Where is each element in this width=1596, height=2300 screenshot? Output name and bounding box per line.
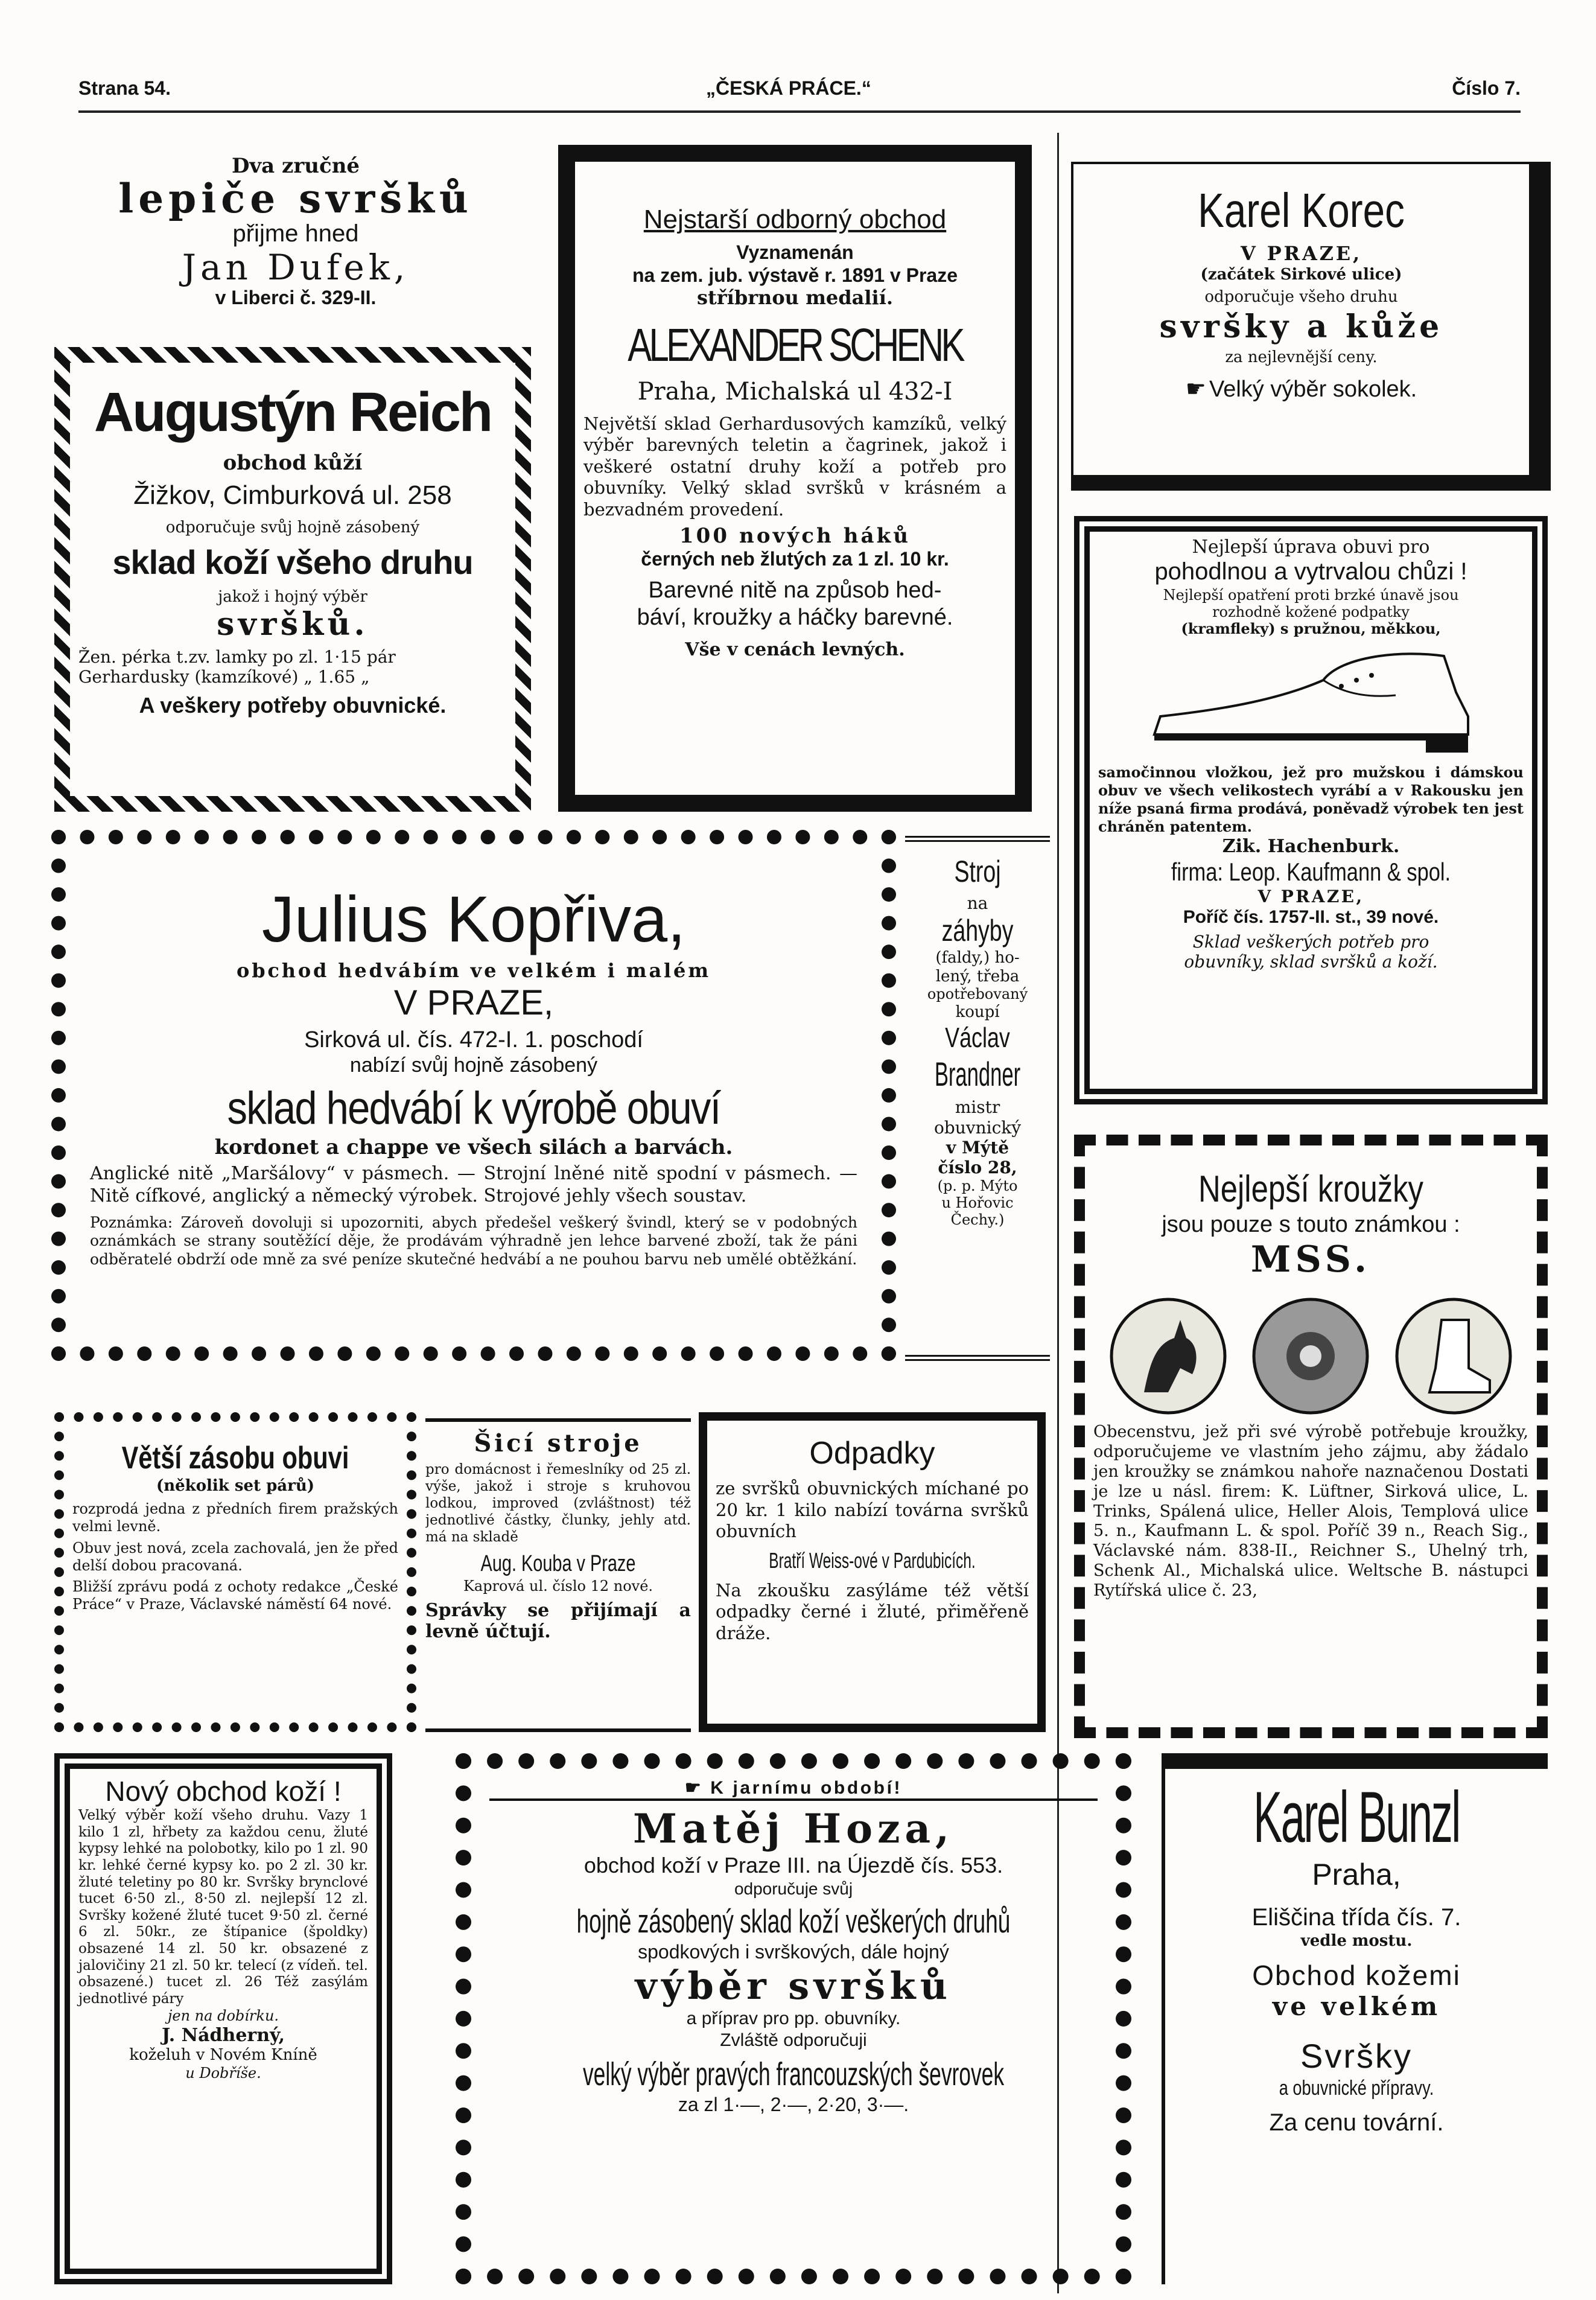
brandner-line: na bbox=[967, 893, 988, 913]
kouba-paragraph: pro domácnost i řemeslníky od 25 zl. výše, jakož i stroje s kruhovou lodkou, improved (zvláštnost) též jednotlivé částky, člunky, jehly atd. má na skladě bbox=[425, 1462, 691, 1546]
bunzl-line: vedle mostu. bbox=[1300, 1932, 1413, 1951]
schenk-line: Barevné nitě na způsob hed- bbox=[648, 577, 942, 603]
hoza-name: Matěj Hoza, bbox=[633, 1805, 954, 1853]
star-medallion-icon bbox=[1250, 1296, 1371, 1416]
brandner-name: Brandner bbox=[934, 1054, 1021, 1093]
brandner-line: obuvnický bbox=[933, 1117, 1022, 1138]
kaufmann-firm: firma: Leop. Kaufmann & spol. bbox=[1171, 857, 1451, 886]
reich-address: Žižkov, Cimburková ul. 258 bbox=[133, 480, 452, 510]
kaufmann-paragraph: samočinnou vložkou, jež pro mužskou i dámskou obuv ve všech velikostech vyrábí a v Rakousku jen níže psaná firma prodává, poněvadž výrobek ten jest chráněn patentem. bbox=[1098, 763, 1524, 835]
reich-line: odporučuje svůj hojně zásobený bbox=[165, 518, 420, 537]
brandner-line: (p. p. Mýto bbox=[937, 1177, 1018, 1194]
ad-nadherny bbox=[54, 1753, 392, 2284]
reich-line: obchod kůží bbox=[223, 450, 363, 475]
kopriva-line: V PRAZE, bbox=[393, 983, 554, 1023]
ad-kouba bbox=[425, 1418, 691, 1732]
ad-mss bbox=[1074, 1135, 1548, 1738]
schenk-line: černých neb žlutých za 1 zl. 10 kr. bbox=[641, 548, 949, 570]
zasobu-line: (několik set párů) bbox=[156, 1477, 315, 1496]
schenk-line: Nejstarší odborný obchod bbox=[643, 205, 947, 234]
brandner-line: lený, třeba bbox=[935, 967, 1020, 986]
journal-title: „ČESKÁ PRÁCE.“ bbox=[706, 77, 871, 99]
reich-line: A veškery potřeby obuvnické. bbox=[139, 692, 447, 718]
schenk-line: 100 nových háků bbox=[679, 523, 911, 548]
kopriva-line: nabízí svůj hojně zásobený bbox=[349, 1054, 598, 1077]
pointing-hand-icon: ☛ bbox=[1185, 375, 1206, 402]
kopriva-name: Julius Kopřiva, bbox=[261, 882, 686, 955]
zasobu-headline: Větší zásobu obuvi bbox=[121, 1441, 349, 1476]
zasobu-paragraph: Bližší zprávu podá z ochoty redakce „České Práce“ v Praze, Václavské náměstí 64 nové. bbox=[72, 1578, 398, 1613]
kopriva-headline: sklad hedvábí k výrobě obuví bbox=[227, 1082, 720, 1134]
schenk-name: ALEXANDER SCHENK bbox=[628, 319, 962, 372]
schenk-line: stříbrnou medalií. bbox=[697, 286, 893, 310]
bunzl-line: Praha, bbox=[1312, 1858, 1401, 1891]
brandner-line: Stroj bbox=[954, 855, 1001, 888]
brandner-line: (faldy,) ho- bbox=[935, 949, 1020, 967]
nadherny-line: koželuh v Novém Kníně bbox=[129, 2046, 317, 2065]
kouba-name: Aug. Kouba v Praze bbox=[480, 1551, 636, 1577]
pointing-hand-icon: ☛ bbox=[684, 1778, 711, 1798]
ad-weiss bbox=[699, 1412, 1046, 1732]
kouba-headline: Šicí stroje bbox=[474, 1429, 643, 1457]
schenk-paragraph: Největší sklad Gerhardusových kamzíků, velký výběr barevných teletin a čagrinek, jakož i veškeré ostatní druhy koží a potřeb pro obuvníky. Velký sklad svršků v krásném a bezvadném provedení. bbox=[583, 413, 1006, 520]
reich-headline: sklad koží všeho druhu bbox=[112, 543, 473, 582]
nadherny-line: u Dobříše. bbox=[185, 2064, 261, 2082]
kaufmann-line: Zik. Hachenburk. bbox=[1222, 835, 1400, 857]
kaufmann-line: (kramfleky) s pružnou, měkkou, bbox=[1181, 620, 1441, 638]
kaufmann-line: Poříč čís. 1757-II. st., 39 nové. bbox=[1183, 907, 1439, 928]
schenk-line: Vyznamenán bbox=[736, 241, 854, 263]
hoza-line: a příprav pro pp. obuvníky. bbox=[686, 2009, 901, 2029]
kopriva-note: Poznámka: Zároveň dovoluji si upozorniti, abych předešel veškerý švindl, který se v podobných oznámkách se strany soutěžící děje, že prodávám výhradně jen lehce barvené zboží, tak že páni odběratelé obdrží ode mně za své peníze skutečné hedvábí a ne pouhou barvu neb umělé obtěžkání. bbox=[90, 1213, 857, 1268]
brandner-line: u Hořovic bbox=[941, 1194, 1014, 1211]
brandner-line: v Mýtě bbox=[946, 1137, 1009, 1158]
kopriva-line: Sirková ul. čís. 472-I. 1. poschodí bbox=[304, 1027, 643, 1053]
ad-brandner bbox=[905, 836, 1050, 1361]
brandner-line: číslo 28, bbox=[938, 1157, 1017, 1177]
kaufmann-line: Nejlepší opatření proti brzké únavě jsou bbox=[1163, 586, 1459, 604]
reich-name: Augustýn Reich bbox=[94, 381, 492, 443]
ad-bunzl bbox=[1162, 1753, 1548, 2284]
reich-price: Gerhardusky (kamzíkové) „ 1.65 „ bbox=[78, 666, 370, 687]
zasobu-paragraph: rozprodá jedna z předních firem pražských velmi levně. bbox=[72, 1500, 398, 1535]
korec-headline: svršky a kůže bbox=[1159, 308, 1443, 346]
weiss-paragraph: ze svršků obuvnických míchané po 20 kr. 1 kilo nabízí továrna svršků obuvních bbox=[716, 1478, 1029, 1542]
korec-line: (začátek Sirkové ulice) bbox=[1200, 266, 1402, 284]
shoe-illustration bbox=[1142, 644, 1480, 759]
schenk-line: Vše v cenách levných. bbox=[685, 639, 905, 661]
schenk-address: Praha, Michalská ul 432-I bbox=[637, 377, 953, 406]
kaufmann-line: Nejlepší úprava obuvi pro bbox=[1192, 537, 1430, 558]
kaufmann-line: obuvníky, sklad svršků a koží. bbox=[1184, 951, 1438, 972]
kaufmann-heel-text: rozhodně kožené podpatky bbox=[1212, 603, 1410, 620]
nadherny-line: jen na dobírku. bbox=[167, 2007, 279, 2025]
nadherny-paragraph: Velký výběr koží všeho druhu. Vazy 1 kilo 1 zl, hřbety za každou cenu, žluté kypsy lehké na polobotky, kilo po 1 zl. 90 kr. lehké černé kypsy ko. po 2 zl. 30 kr. žluté teletiny po 80 kr. Svršky brynclové tucet 6·50 zl., 8·50 zl. nejlepší 12 zl. Svršky kožené žluté tucet 9·50 zl. černé 6 zl. 50kr., ze štípanice (špoldky) obsazené 14 zl. 50 kr. obsazené z jalovičiny 21 zl. 50 kr. telecí (z vídeň. tel. obsazené.) tucet zl. 26 Též zasýlám jednotlivé páry bbox=[78, 1808, 368, 2007]
mss-headline: Nejlepší kroužky bbox=[1198, 1168, 1423, 1210]
mss-medallions bbox=[1085, 1281, 1537, 1422]
brandner-line: záhyby bbox=[941, 914, 1014, 948]
hoza-line: spodkových i svrškových, dále hojný bbox=[638, 1941, 949, 1963]
brandner-line: koupí bbox=[955, 1002, 1000, 1021]
korec-line: za nejlevnější ceny. bbox=[1225, 348, 1378, 366]
ad-reich bbox=[54, 347, 531, 812]
running-header bbox=[78, 77, 1527, 107]
korec-line: odporučuje všeho druhu bbox=[1204, 287, 1398, 306]
ad-dufek bbox=[72, 154, 519, 329]
bunzl-line: Za cenu tovární. bbox=[1269, 2109, 1444, 2136]
korec-line: Velký výběr sokolek. bbox=[1209, 376, 1417, 402]
bunzl-line: Obchod kožemi bbox=[1252, 1959, 1461, 1991]
schenk-line: báví, kroužky a háčky barevné. bbox=[637, 604, 953, 630]
schenk-line: na zem. jub. výstavě r. 1891 v Praze bbox=[632, 264, 958, 286]
hoza-banner-text: K jarnímu období! bbox=[710, 1778, 903, 1798]
brandner-line: opotřebovaný bbox=[927, 986, 1028, 1003]
issue-number: Číslo 7. bbox=[1452, 77, 1521, 99]
weiss-paragraph: Na zkoušku zasýláme též větší odpadky černé i žluté, přiměřeně dráže. bbox=[716, 1579, 1029, 1643]
hoza-line: obchod koží v Praze III. na Újezdě čís. 553. bbox=[583, 1853, 1003, 1878]
weiss-name: Bratří Weiss-ové v Pardubicích. bbox=[769, 1548, 976, 1573]
nadherny-name: J. Nádherný, bbox=[161, 2024, 285, 2046]
reich-line: jakož i hojný výběr bbox=[218, 587, 367, 606]
bunzl-name: Karel Bunzl bbox=[1253, 1777, 1460, 1858]
hoza-banner bbox=[489, 1777, 1098, 1801]
bunzl-line: ve velkém bbox=[1272, 1992, 1441, 2022]
kouba-line: Kaprová ul. číslo 12 nové. bbox=[463, 1578, 653, 1595]
bunzl-line: Eliščina třída čís. 7. bbox=[1251, 1904, 1461, 1931]
bunzl-line: Svršky bbox=[1300, 2036, 1413, 2075]
page-number: Strana 54. bbox=[78, 77, 171, 99]
hoza-line: Zvláště odporučuji bbox=[720, 2030, 867, 2050]
kopriva-paragraph: Anglické nitě „Maršálovy“ v pásmech. — Strojní lněné nitě spodní v pásmech. — Nitě cífkové, anglický a německý výrobek. Strojové jehly všech soustav. bbox=[90, 1163, 857, 1206]
hoza-line: za zl 1·—, 2·—, 2·20, 3·—. bbox=[678, 2094, 909, 2116]
hoza-line: odporučuje svůj bbox=[734, 1879, 853, 1898]
kaufmann-line: V PRAZE, bbox=[1257, 887, 1364, 907]
ad-schenk bbox=[558, 145, 1032, 812]
hoza-line bbox=[489, 1777, 1098, 1798]
kaufmann-line: Sklad veškerých potřeb pro bbox=[1192, 931, 1429, 952]
ad-kopriva bbox=[51, 830, 896, 1361]
korec-name: Karel Korec bbox=[1198, 183, 1405, 237]
dufek-headline: lepiče svršků bbox=[118, 175, 473, 223]
dufek-line: přijme hned bbox=[232, 220, 359, 247]
bunzl-line: a obuvnické přípravy. bbox=[1279, 2076, 1434, 2100]
hoza-headline: výběr svršků bbox=[635, 1964, 952, 2009]
zasobu-paragraph: Obuv jest nová, zcela zachovalá, jen že před delší dobou pracovaná. bbox=[72, 1539, 398, 1574]
mss-paragraph: Obecenstvu, jež při své výrobě potřebuje kroužky, odporučujeme ve vlastním jeho zájmu, aby žádalo jen kroužky se známkou nahoře naznačenou Dostati je lze u násl. firem: K. Lüftner, Sirková ulice, L. Trinks, Spálená ulice, Heller Alois, Templová ulice 5. n., Kaufmann L. & spol. Poříč 39 n., Reach Sig., Václavské nám. 838-II., Reichner S., Uhelný trh, Schenk Al., Michalská ulice. Weltsche B. nástupci Rytířská ulice č. 23, bbox=[1093, 1422, 1528, 1601]
reich-price: Žen. pérka t.zv. lamky po zl. 1·15 pár bbox=[78, 646, 396, 667]
kouba-line: Správky se přijímají a levně účtují. bbox=[425, 1599, 691, 1642]
ad-kaufmann bbox=[1074, 516, 1548, 1104]
boot-medallion-icon bbox=[1393, 1296, 1514, 1416]
nadherny-headline: Nový obchod koží ! bbox=[105, 1776, 342, 1807]
korec-line-row bbox=[1073, 375, 1529, 403]
kopriva-line: obchod hedvábím ve velkém i malém bbox=[237, 959, 711, 983]
header-rule bbox=[78, 110, 1521, 113]
brandner-line: Čechy.) bbox=[950, 1211, 1005, 1229]
brandner-line: Václav bbox=[945, 1022, 1010, 1054]
weiss-headline: Odpadky bbox=[809, 1436, 935, 1471]
mss-line: jsou pouze s touto známkou : bbox=[1162, 1212, 1460, 1238]
kopriva-line: kordonet a chappe ve všech silách a barvách. bbox=[214, 1135, 733, 1160]
ad-hoza bbox=[456, 1753, 1131, 2284]
hoza-headline: velký výběr pravých francouzských ševrovek bbox=[582, 2056, 1005, 2092]
korec-line: V PRAZE, bbox=[1240, 242, 1362, 266]
ad-zasobu bbox=[54, 1412, 416, 1732]
chamois-medallion-icon bbox=[1108, 1296, 1229, 1416]
kaufmann-line: pohodlnou a vytrvalou chůzi ! bbox=[1154, 558, 1467, 585]
dufek-line: Dva zručné bbox=[231, 154, 360, 178]
dufek-address: v Liberci č. 329-II. bbox=[215, 287, 377, 309]
ad-korec bbox=[1071, 162, 1551, 491]
dufek-name: Jan Dufek, bbox=[182, 246, 410, 288]
hoza-headline: hojně zásobený sklad koží veškerých druhů bbox=[576, 1902, 1011, 1940]
brandner-line: mistr bbox=[955, 1097, 1000, 1118]
kaufmann-line bbox=[1090, 604, 1532, 620]
reich-svrsku: svršků. bbox=[217, 606, 369, 643]
mss-mark: MSS. bbox=[1250, 1238, 1372, 1281]
